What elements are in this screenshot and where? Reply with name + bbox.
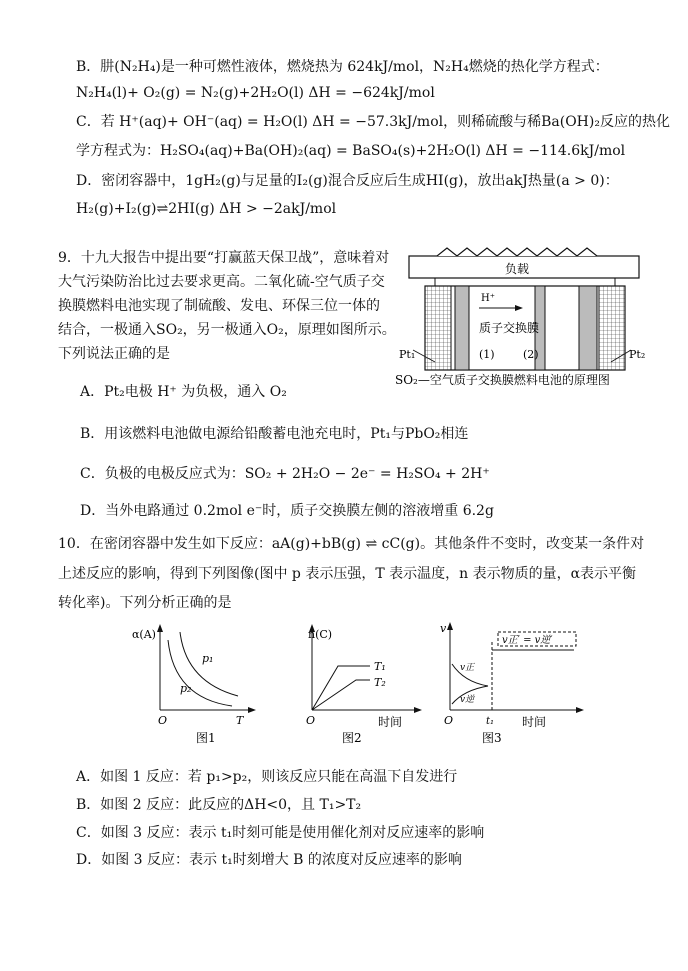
q10-stem-line2: 上述反应的影响，得到下列图像(图中 p 表示压强，T 表示温度，n 表示物质的量，α表示平衡 <box>58 566 637 582</box>
q10-stem-line1: 10．在密闭容器中发生如下反应：aA(g)+bB(g) ⇌ cC(g)。其他条件不变时，改变某一条件对 <box>58 536 645 552</box>
figure-2 <box>296 620 426 746</box>
q8-option-b-equation: N₂H₄(l)+ O₂(g) = N₂(g)+2H₂O(l) ΔH = −624kJ/mol <box>76 85 435 101</box>
diagram-caption: SO₂—空气质子交换膜燃料电池的原理图 <box>395 373 610 387</box>
q9-option-d: D．当外电路通过 0.2mol e⁻时，质子交换膜左侧的溶液增重 6.2g <box>80 503 494 519</box>
q8-option-b-line1: B．肼(N₂H₄)是一种可燃性液体，燃烧热为 624kJ/mol，N₂H₄燃烧的热化学方程式： <box>76 59 609 75</box>
region-2-label: (2) <box>523 348 539 361</box>
fig3-xlabel: 时间 <box>522 715 547 729</box>
pt1-label: Pt₁ <box>399 348 416 361</box>
fig2-xlabel: 时间 <box>378 715 403 729</box>
figure-3 <box>436 620 586 746</box>
fig3-v-forward: v正 <box>460 663 475 673</box>
electrode-pt2 <box>599 286 625 370</box>
proton-label: H⁺ <box>481 293 495 304</box>
q9-stem-line2: 大气污染防治比过去要求更高。二氧化硫-空气质子交 <box>58 274 385 290</box>
fig2-caption: 图2 <box>342 731 362 745</box>
q9-stem-line5: 下列说法正确的是 <box>58 346 170 362</box>
pt2-label: Pt₂ <box>629 348 646 361</box>
q9-stem-line1: 9．十九大报告中提出要“打赢蓝天保卫战”，意味着对 <box>58 250 390 266</box>
fig1-caption: 图1 <box>196 731 216 745</box>
q9-stem-line4: 结合，一极通入SO₂，另一极通入O₂，原理如图所示。 <box>58 322 396 338</box>
q8-option-c-line2: 学方程式为：H₂SO₄(aq)+Ba(OH)₂(aq) = BaSO₄(s)+2H₂O(l) ΔH = −114.6kJ/mol <box>76 143 626 159</box>
region-1-label: (1) <box>479 348 495 361</box>
fig1-ylabel: α(A) <box>132 628 156 641</box>
fig2-origin: O <box>306 714 316 727</box>
q9-option-c: C．负极的电极反应式为：SO₂ + 2H₂O − 2e⁻ = H₂SO₄ + 2H⁺ <box>80 466 490 482</box>
fig1-curve-p2 <box>168 640 232 706</box>
fig2-label-t1: T₁ <box>374 660 386 673</box>
fig1-label-p2: p₂ <box>180 682 192 695</box>
electrode-pt1 <box>425 286 451 370</box>
fig1-xlabel: T <box>236 714 244 727</box>
q10-option-a: A．如图 1 反应：若 p₁>p₂，则该反应只能在高温下自发进行 <box>76 769 458 785</box>
fuel-cell-diagram <box>395 246 655 392</box>
q10-option-d: D．如图 3 反应：表示 t₁时刻增大 B 的浓度对反应速率的影响 <box>76 852 462 868</box>
fig3-origin: O <box>444 714 454 727</box>
q9-stem-line3: 换膜燃料电池实现了制硫酸、发电、环保三位一体的 <box>58 298 380 314</box>
fig2-ylabel: n(C) <box>308 628 333 641</box>
q8-option-c-line1: C．若 H⁺(aq)+ OH⁻(aq) = H₂O(l) ΔH = −57.3kJ/mol，则稀硫酸与稀Ba(OH)₂反应的热化 <box>76 114 670 130</box>
load-label: 负载 <box>505 262 530 276</box>
fig3-t1: t₁ <box>486 716 495 727</box>
fig1-label-p1: p₁ <box>202 652 214 665</box>
q8-option-d-line1: D．密闭容器中，1gH₂(g)与足量的I₂(g)混合反应后生成HI(g)，放出akJ热量(a > 0)： <box>76 173 619 189</box>
q9-option-b: B．用该燃料电池做电源给铅酸蓄电池充电时，Pt₁与PbO₂相连 <box>80 426 469 442</box>
fig1-origin: O <box>158 714 168 727</box>
q9-option-a: A．Pt₂电极 H⁺ 为负极，通入 O₂ <box>80 384 287 400</box>
figure-1 <box>130 620 260 746</box>
fig3-v-reverse: v逆 <box>460 695 475 705</box>
fig3-ylabel: v <box>440 622 447 635</box>
fig2-curve-t1 <box>312 666 370 710</box>
fig3-caption: 图3 <box>482 731 502 745</box>
load-resistor <box>437 248 597 256</box>
fig3-top-label: v正′ = v逆′ <box>502 635 553 646</box>
q8-option-d-equation: H₂(g)+I₂(g)⇌2HI(g) ΔH > −2akJ/mol <box>76 201 337 217</box>
q10-stem-line3: 转化率)。下列分析正确的是 <box>58 595 232 611</box>
membrane-label: 质子交换膜 <box>479 321 540 335</box>
fig2-label-t2: T₂ <box>374 676 386 689</box>
q10-option-c: C．如图 3 反应：表示 t₁时刻可能是使用催化剂对反应速率的影响 <box>76 825 485 841</box>
q10-option-b: B．如图 2 反应：此反应的ΔH<0，且 T₁>T₂ <box>76 797 362 813</box>
